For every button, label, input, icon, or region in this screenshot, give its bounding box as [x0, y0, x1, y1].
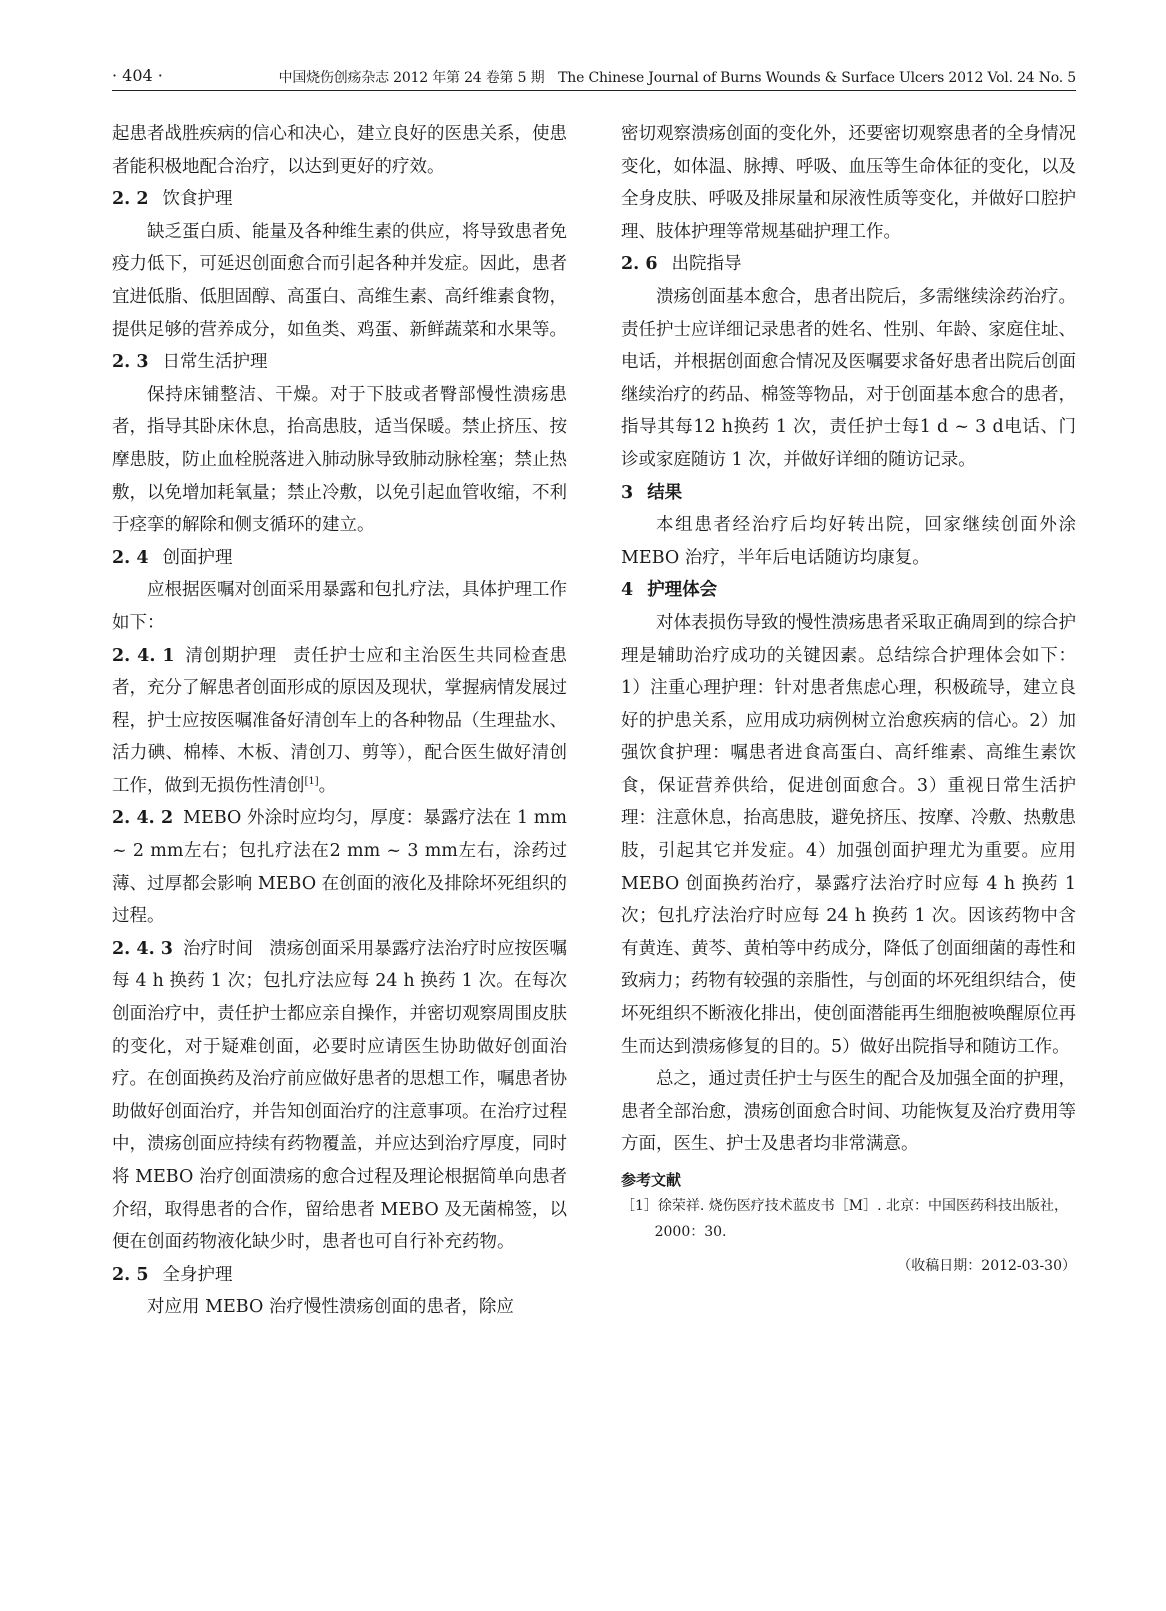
- paragraph: 起患者战胜疾病的信心和决心，建立良好的医患关系，使患者能积极地配合治疗，以达到更好的疗效。: [112, 124, 567, 177]
- reference-item: ［1］徐荣祥. 烧伤医疗技术蓝皮书［M］. 北京：中国医药科技出版社，2000：30.: [621, 1198, 1069, 1240]
- section-number: 2. 2: [112, 189, 149, 210]
- subsection-number: 2. 4. 3: [112, 938, 173, 959]
- section-number: 2. 6: [621, 254, 658, 275]
- subsection-number: 2. 4. 1: [112, 645, 175, 666]
- section-number: 4: [621, 580, 634, 601]
- paragraph: 应根据医嘱对创面采用暴露和包扎疗法，具体护理工作如下：: [112, 580, 567, 633]
- section-number: 3: [621, 482, 634, 503]
- section-heading: [621, 248, 1076, 281]
- section-heading: [112, 183, 567, 216]
- subsection-number: 2. 4. 2: [112, 808, 174, 829]
- subsection-title: 治疗时间: [182, 938, 254, 959]
- section-number: 2. 4: [112, 547, 149, 568]
- section-title: 饮食护理: [162, 189, 233, 210]
- paragraph: 本组患者经治疗后均好转出院，回家继续创面外涂 MEBO 治疗，半年后电话随访均康复。: [621, 515, 1076, 568]
- running-header: [112, 64, 1076, 91]
- right-column: [621, 118, 1076, 1279]
- subsection-paragraph: [112, 802, 567, 932]
- section-heading: [112, 542, 567, 575]
- section-number: 2. 5: [112, 1264, 149, 1285]
- subsection-title: 清创期护理: [184, 645, 277, 666]
- subsection-paragraph: [112, 933, 567, 1259]
- left-column: [112, 118, 567, 1324]
- references-heading: 参考文献: [621, 1171, 682, 1189]
- section-heading: [621, 574, 1076, 607]
- section-title: 日常生活护理: [162, 352, 268, 373]
- received-date: （收稿日期：2012-03-30）: [897, 1258, 1076, 1274]
- section-heading: [112, 346, 567, 379]
- subsection-paragraph: 2. 4. 1 清创期护理 责任护士应和主治医生共同检查患者，充分了解患者创面形成的原因及现状，掌握病情发展过程，护士应按医嘱准备好清创车上的各种物品（生理盐水、活力碘、棉棒、木板、清创刀、剪等），配合医生做好清创工作，做到无损伤性清创[1]。: [112, 645, 567, 796]
- section-title: 护理体会: [647, 580, 718, 601]
- citation-marker[interactable]: [1]: [304, 776, 319, 788]
- section-number: 2. 3: [112, 352, 149, 373]
- subsection-body: 溃疡创面采用暴露疗法治疗时应按医嘱每 4 h 换药 1 次；包扎疗法应每 24 h 换药 1 次。在每次创面治疗中，责任护士都应亲自操作，并密切观察周围皮肤的变化，对于疑难创面，必要时应请医生协助做好创面治疗。在创面换药及治疗前应做好患者的思想工作，嘱患者协助做好创面治疗，并告知创面治疗的注意事项。在治疗过程中，溃疡创面应持续有药物覆盖，并应达到治疗厚度，同时将 MEBO 治疗创面溃疡的愈合过程及理论根据简单向患者介绍，取得患者的合作，留给患者 MEBO 及无菌棉签，以便在创面药物液化缺少时，患者也可自行补充药物。: [112, 938, 568, 1253]
- paragraph-conclusion: 总之，通过责任护士与医生的配合及加强全面的护理，患者全部治愈，溃疡创面愈合时间、功能恢复及治疗费用等方面，医生、护士及患者均非常满意。: [621, 1069, 1076, 1155]
- section-title: 结果: [647, 482, 683, 503]
- subsection-body: 责任护士应和主治医生共同检查患者，充分了解患者创面形成的原因及现状，掌握病情发展过程，护士应按医嘱准备好清创车上的各种物品（生理盐水、活力碘、棉棒、木板、清创刀、剪等），配合医生做好清创工作，做到无损伤性清创: [112, 645, 567, 796]
- section-title: 出院指导: [671, 254, 742, 275]
- paragraph: 缺乏蛋白质、能量及各种维生素的供应，将导致患者免疫力低下，可延迟创面愈合而引起各种并发症。因此，患者宜进低脂、低胆固醇、高蛋白、高维生素、高纤维素食物，提供足够的营养成分，如鱼类、鸡蛋、新鲜蔬菜和水果等。: [112, 221, 567, 340]
- section-title: 创面护理: [162, 547, 233, 568]
- section-heading: [621, 477, 1076, 510]
- section-title: 全身护理: [162, 1264, 233, 1285]
- section-heading: [112, 1259, 567, 1292]
- paragraph: 对应用 MEBO 治疗慢性溃疡创面的患者，除应: [147, 1297, 514, 1318]
- paragraph: 溃疡创面基本愈合，患者出院后，多需继续涂药治疗。责任护士应详细记录患者的姓名、性别、年龄、家庭住址、电话，并根据创面愈合情况及医嘱要求备好患者出院后创面继续治疗的药品、棉签等物品，对于创面基本愈合的患者，指导其每12 h换药 1 次，责任护士每1 d ~ 3 d电话、门诊或家庭随访 1 次，并做好详细的随访记录。: [621, 286, 1076, 470]
- page-number: · 404 ·: [112, 66, 163, 85]
- paragraph: 保持床铺整洁、干燥。对于下肢或者臀部慢性溃疡患者，指导其卧床休息，抬高患肢，适当保暖。禁止挤压、按摩患肢，防止血栓脱落进入肺动脉导致肺动脉栓塞；禁止热敷，以免增加耗氧量；禁止冷敷，以免引起血管收缩，不利于痉挛的解除和侧支循环的建立。: [112, 384, 567, 536]
- subsection-body: MEBO 外涂时应均匀，厚度：暴露疗法在 1 mm ~ 2 mm左右；包扎疗法在2 mm ~ 3 mm左右，涂药过薄、过厚都会影响 MEBO 在创面的液化及排除坏死组织的过程。: [112, 808, 567, 927]
- paragraph: 对体表损伤导致的慢性溃疡患者采取正确周到的综合护理是辅助治疗成功的关键因素。总结综合护理体会如下：1）注重心理护理：针对患者焦虑心理，积极疏导，建立良好的护患关系，应用成功病例树立治愈疾病的信心。2）加强饮食护理：嘱患者进食高蛋白、高纤维素、高维生素饮食，保证营养供给，促进创面愈合。3）重视日常生活护理：注意休息，抬高患肢，避免挤压、按摩、冷敷、热敷患肢，引起其它并发症。4）加强创面护理尤为重要。应用 MEBO 创面换药治疗，暴露疗法治疗时应每 4 h 换药 1 次；包扎疗法治疗时应每 24 h 换药 1 次。因该药物中含有黄连、黄芩、黄柏等中药成分，降低了创面细菌的毒性和致病力；药物有较强的亲脂性，与创面的坏死组织结合，使坏死组织不断液化排出，使创面潜能再生细胞被唤醒原位再生而达到溃疡修复的目的。5）做好出院指导和随访工作。: [621, 612, 1076, 1057]
- journal-running-head: 中国烧伤创疡杂志 2012 年第 24 卷第 5 期 The Chinese Journal of Burns Wounds & Surface Ulcers 2012 Vol. 24 No. 5: [278, 70, 1076, 86]
- paragraph: 密切观察溃疡创面的变化外，还要密切观察患者的全身情况变化，如体温、脉搏、呼吸、血压等生命体征的变化，以及全身皮肤、呼吸及排尿量和尿液性质等变化，并做好口腔护理、肢体护理等常规基础护理工作。: [621, 124, 1076, 242]
